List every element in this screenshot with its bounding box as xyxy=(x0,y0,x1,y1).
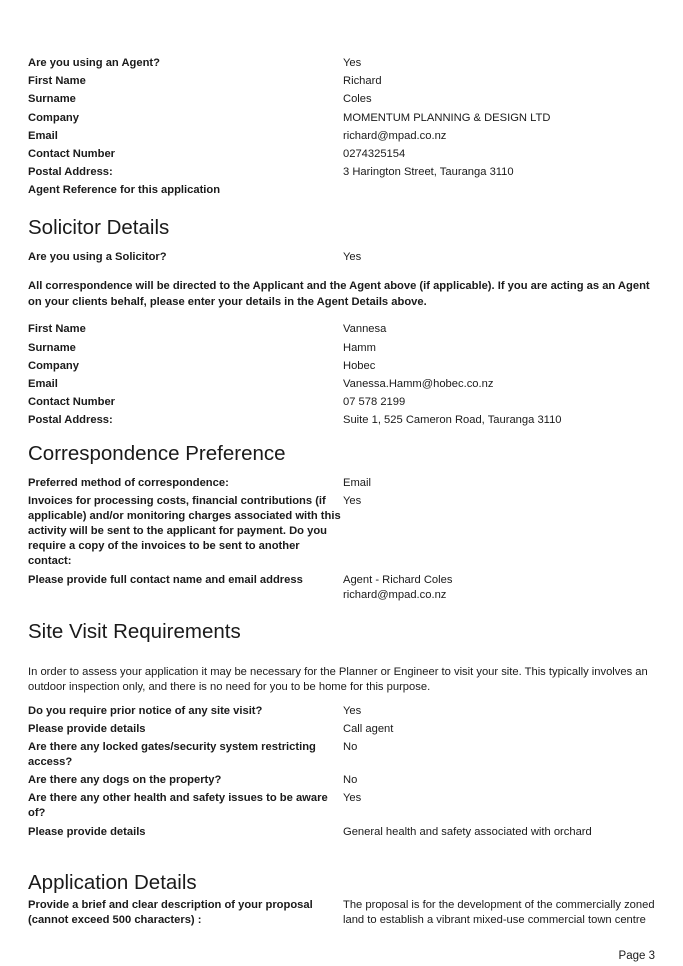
field-label: Provide a brief and clear description of your proposal (cannot exceed 500 characters) : xyxy=(28,898,313,926)
agent-row xyxy=(28,92,658,107)
field-label: Are there any dogs on the property? xyxy=(28,774,222,787)
field-value: The proposal is for the development of the commercially zoned land to establish a vibrant mixed-use commercial town centre xyxy=(343,898,655,926)
field-value: 3 Harington Street, Tauranga 3110 xyxy=(343,166,514,179)
field-label: Are there any other health and safety issues to be aware of? xyxy=(28,792,328,820)
field-label: First Name xyxy=(28,323,86,336)
field-value: Hobec xyxy=(343,359,376,372)
solicitor-section xyxy=(28,215,658,428)
field-value: Hamm xyxy=(343,341,376,354)
field-label: Invoices for processing costs, financial contributions (if applicable) and/or monitoring charges associated with this activity will be sent to the applicant for payment. Do you require a copy of the invoices to be sent to another contact: xyxy=(28,495,341,568)
solicitor-row xyxy=(28,359,658,374)
field-label: Company xyxy=(28,111,79,124)
field-value: Yes xyxy=(343,495,362,508)
field-value: Email xyxy=(343,477,371,490)
correspondence-note: All correspondence will be directed to the Applicant and the Agent above (if applicable). If you are acting as an Agent on your clients behalf, please enter your details in the Agent Details above. xyxy=(28,280,650,308)
site-visit-section xyxy=(28,619,658,840)
field-value: Yes xyxy=(343,251,362,264)
solicitor-row xyxy=(28,395,658,410)
field-label: Are you using a Solicitor? xyxy=(28,251,167,264)
field-value: Richard xyxy=(343,75,382,88)
form-page xyxy=(28,56,658,931)
correspondence-section xyxy=(28,441,658,602)
field-label: Preferred method of correspondence: xyxy=(28,477,229,490)
site-visit-row xyxy=(28,791,658,821)
section-heading: Correspondence Preference xyxy=(28,442,286,466)
application-row xyxy=(28,898,658,928)
site-visit-row xyxy=(28,825,658,840)
agent-row xyxy=(28,74,658,89)
field-value: Yes xyxy=(343,792,362,805)
field-value: Call agent xyxy=(343,722,394,735)
section-heading: Solicitor Details xyxy=(28,216,170,240)
application-section xyxy=(28,870,658,928)
site-visit-row xyxy=(28,704,658,719)
field-value: Vanessa.Hamm@hobec.co.nz xyxy=(343,377,494,390)
field-value: richard@mpad.co.nz xyxy=(343,129,447,142)
agent-row xyxy=(28,129,658,144)
field-value: Yes xyxy=(343,57,362,69)
page-number: Page 3 xyxy=(618,950,655,962)
field-value xyxy=(220,183,658,198)
field-label: Please provide full contact name and email address xyxy=(28,573,303,586)
field-label: Surname xyxy=(28,341,76,354)
field-label: Surname xyxy=(28,93,76,106)
site-visit-row xyxy=(28,773,658,788)
field-value: Yes xyxy=(343,704,362,717)
site-visit-row xyxy=(28,740,658,770)
field-label: Company xyxy=(28,359,79,372)
field-label: Agent Reference for this application xyxy=(28,184,221,197)
field-value: No xyxy=(343,741,358,753)
agent-row xyxy=(28,165,658,180)
solicitor-using-row xyxy=(28,250,658,265)
solicitor-row xyxy=(28,413,658,428)
correspondence-row xyxy=(28,494,658,569)
field-label: First Name xyxy=(28,75,86,88)
agent-row xyxy=(28,111,658,126)
field-label: Do you require prior notice of any site visit? xyxy=(28,704,263,717)
correspondence-row xyxy=(28,476,658,491)
agent-row xyxy=(28,56,658,71)
field-label: Contact Number xyxy=(28,147,116,160)
site-visit-row xyxy=(28,722,658,737)
agent-section xyxy=(28,56,658,198)
field-label: Postal Address: xyxy=(28,166,113,179)
field-value: No xyxy=(343,774,358,787)
field-value: MOMENTUM PLANNING & DESIGN LTD xyxy=(343,111,551,124)
field-label: Email xyxy=(28,129,58,142)
field-value: Coles xyxy=(343,93,372,106)
field-label: Please provide details xyxy=(28,825,146,838)
field-value: Vannesa xyxy=(343,323,387,336)
field-value: Suite 1, 525 Cameron Road, Tauranga 3110 xyxy=(343,414,562,427)
field-value: General health and safety associated with orchard xyxy=(343,825,592,838)
section-heading: Application Details xyxy=(28,870,197,894)
solicitor-row xyxy=(28,322,658,337)
correspondence-row xyxy=(28,573,658,603)
field-label: Please provide details xyxy=(28,722,146,735)
field-value: 0274325154 xyxy=(343,147,406,160)
field-value: Agent - Richard Coles richard@mpad.co.nz xyxy=(343,573,453,601)
solicitor-row xyxy=(28,341,658,356)
site-visit-intro: In order to assess your application it may be necessary for the Planner or Engineer to visit your site. This typically involves an outdoor inspection only, and there is no need for you to be home for this purpose. xyxy=(28,665,648,694)
agent-row xyxy=(28,147,658,162)
field-label: Are there any locked gates/security system restricting access? xyxy=(28,741,316,768)
field-label: Postal Address: xyxy=(28,414,113,427)
agent-row xyxy=(28,183,658,198)
field-label: Contact Number xyxy=(28,396,116,409)
field-label: Are you using an Agent? xyxy=(28,57,160,69)
field-label: Email xyxy=(28,377,58,390)
section-heading: Site Visit Requirements xyxy=(28,619,241,643)
solicitor-row xyxy=(28,377,658,392)
field-value: 07 578 2199 xyxy=(343,396,406,409)
